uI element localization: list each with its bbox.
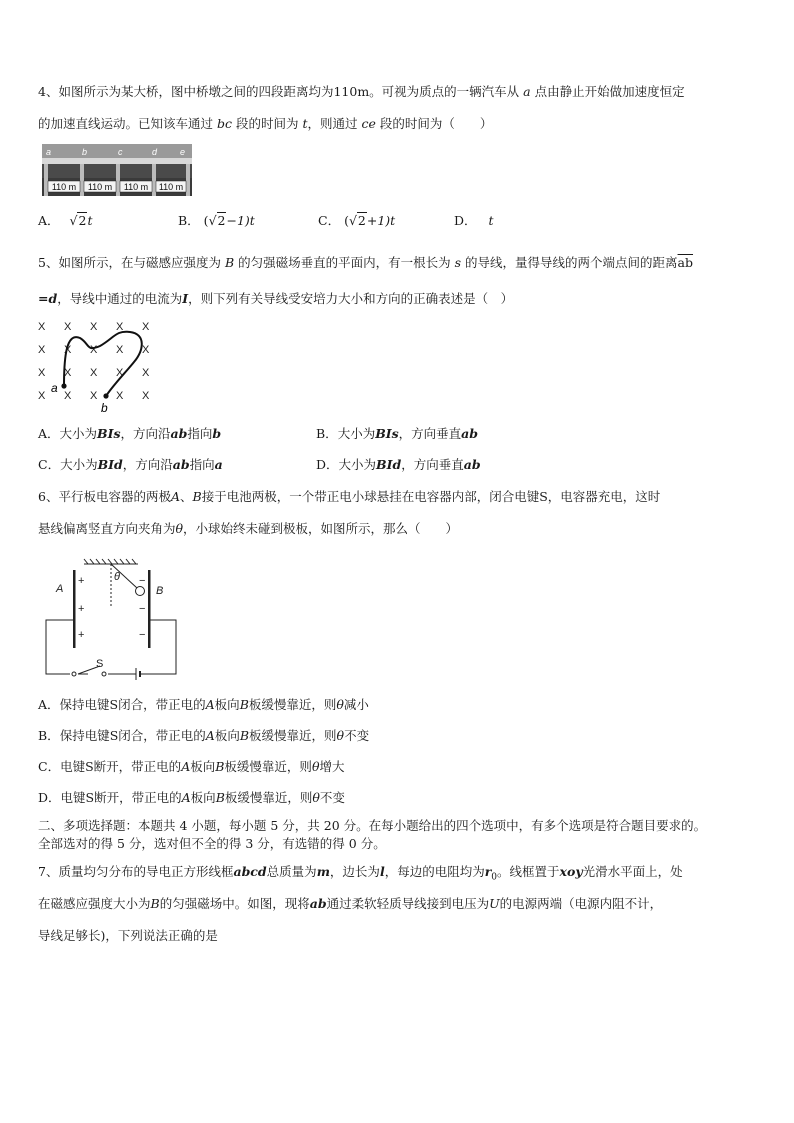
capacitor-circuit-figure [40, 550, 186, 682]
q5-option-d[interactable]: D．大小为BId，方向垂直ab [316, 457, 481, 472]
field-mark: X [116, 321, 124, 333]
q4-option-b[interactable]: B． (√2−1)t [178, 213, 255, 228]
q7-line-3: 导线足够长)，下列说法正确的是 [38, 928, 218, 943]
switch-label: S [96, 658, 104, 670]
bridge-segment-label: 110 m [158, 182, 184, 192]
section2-line-2: 全部选对的得 5 分，选对但不全的得 3 分，有选错的得 0 分。 [38, 836, 386, 851]
field-mark: X [142, 390, 150, 402]
plus-sign: + [78, 575, 85, 587]
q6-line-1: 6、平行板电容器的两极A、B接于电池两极，一个带正电小球悬挂在电容器内部，闭合电键S，电容器充电，这时 [38, 489, 661, 504]
field-mark: X [116, 390, 124, 402]
q6-option-b[interactable]: B．保持电键S闭合，带正电的A板向B板缓慢靠近，则θ不变 [38, 728, 370, 743]
q6-number: 6、 [38, 489, 59, 504]
field-mark: X [90, 390, 98, 402]
plus-sign: + [78, 629, 85, 641]
q5-option-b[interactable]: B．大小为BIs，方向垂直ab [316, 426, 479, 441]
q7-number: 7、 [38, 864, 59, 879]
bridge-point-e: e [180, 147, 186, 157]
q6-line-2: 悬线偏离竖直方向夹角为θ，小球始终未碰到极板，如图所示，那么（ ） [38, 521, 459, 536]
field-mark: X [64, 344, 72, 356]
q6-option-a[interactable]: A．保持电键S闭合，带正电的A板向B板缓慢靠近，则θ减小 [38, 697, 369, 712]
bridge-point-d: d [152, 147, 158, 157]
q6-option-c[interactable]: C．电键S断开，带正电的A板向B板缓慢靠近，则θ增大 [38, 759, 345, 774]
wire-label-b: b [101, 401, 108, 415]
field-mark: X [38, 344, 46, 356]
bridge-point-c: c [118, 147, 123, 157]
field-mark: X [38, 321, 46, 333]
bridge-segment-label: 110 m [123, 182, 149, 192]
minus-sign: − [139, 575, 146, 587]
plate-a [73, 570, 76, 648]
q4-option-a[interactable]: A． √2t [38, 213, 93, 228]
wire-curve [64, 332, 142, 396]
q4-line-2: 的加速直线运动。已知该车通过 bc 段的时间为 t，则通过 ce 段的时间为（ ） [38, 116, 493, 131]
q7-line-1: 7、质量均匀分布的导电正方形线框abcd总质量为m，边长为l，每边的电阻均为$r_0$。线框置于xoy光滑水平面上，处 [38, 864, 683, 883]
q6-option-d[interactable]: D．电键S断开，带正电的A板向B板缓慢靠近，则θ不变 [38, 790, 345, 805]
q5-line-1: 5、如图所示，在与磁感应强度为 B 的匀强磁场垂直的平面内，有一根长为 s 的导线，量得导线的两个端点间的距离$\overline{ab}$ [38, 255, 694, 270]
bridge-figure [42, 144, 192, 196]
plate-label-a: A [56, 583, 64, 595]
bridge-segment-label: 110 m [51, 182, 77, 192]
field-mark: X [142, 344, 150, 356]
wire-label-a: a [51, 381, 58, 395]
plus-sign: + [78, 603, 85, 615]
q5-line-2: =d，导线中通过的电流为I，则下列有关导线受安培力大小和方向的正确表述是（ ） [38, 291, 514, 306]
plate-label-b: B [156, 585, 164, 597]
field-mark: X [90, 321, 98, 333]
field-mark: X [142, 367, 150, 379]
q5-option-c[interactable]: C．大小为BId，方向沿ab指向a [38, 457, 223, 472]
q5-option-a[interactable]: A．大小为BIs，方向沿ab指向b [38, 426, 222, 441]
minus-sign: − [139, 629, 146, 641]
field-mark: X [38, 390, 46, 402]
field-mark: X [116, 344, 124, 356]
bridge-point-a: a [46, 147, 52, 157]
angle-label: θ [114, 571, 120, 583]
field-mark: X [38, 367, 46, 379]
charged-ball [136, 587, 145, 596]
field-mark: X [116, 367, 124, 379]
wire-end-b [103, 393, 108, 398]
wire-end-a [61, 383, 66, 388]
bridge-segment-label: 110 m [87, 182, 113, 192]
plate-b [148, 570, 151, 648]
field-mark: X [90, 344, 98, 356]
section2-line-1: 二、多项选择题：本题共 4 小题，每小题 5 分，共 20 分。在每小题给出的四个选项中，有多个选项是符合题目要求的。 [38, 818, 707, 833]
field-mark: X [142, 321, 150, 333]
field-mark: X [90, 367, 98, 379]
bridge-point-b: b [82, 147, 88, 157]
field-mark: X [64, 390, 72, 402]
q4-number: 4、 [38, 84, 59, 99]
q4-option-c[interactable]: C． (√2+1)t [318, 213, 396, 228]
q5-number: 5、 [38, 255, 59, 270]
q4-line-1: 4、如图所示为某大桥，图中桥墩之间的四段距离均为110m。可视为质点的一辆汽车从 a 点由静止开始做加速度恒定 [38, 84, 685, 99]
wire-field-figure [34, 318, 158, 418]
field-mark: X [64, 321, 72, 333]
q4-option-d[interactable]: D． t [454, 213, 494, 228]
minus-sign: − [139, 603, 146, 615]
field-mark: X [64, 367, 72, 379]
q7-line-2: 在磁感应强度大小为B的匀强磁场中。如图，现将ab通过柔软轻质导线接到电压为U的电源两端（电源内阻不计， [38, 896, 663, 911]
